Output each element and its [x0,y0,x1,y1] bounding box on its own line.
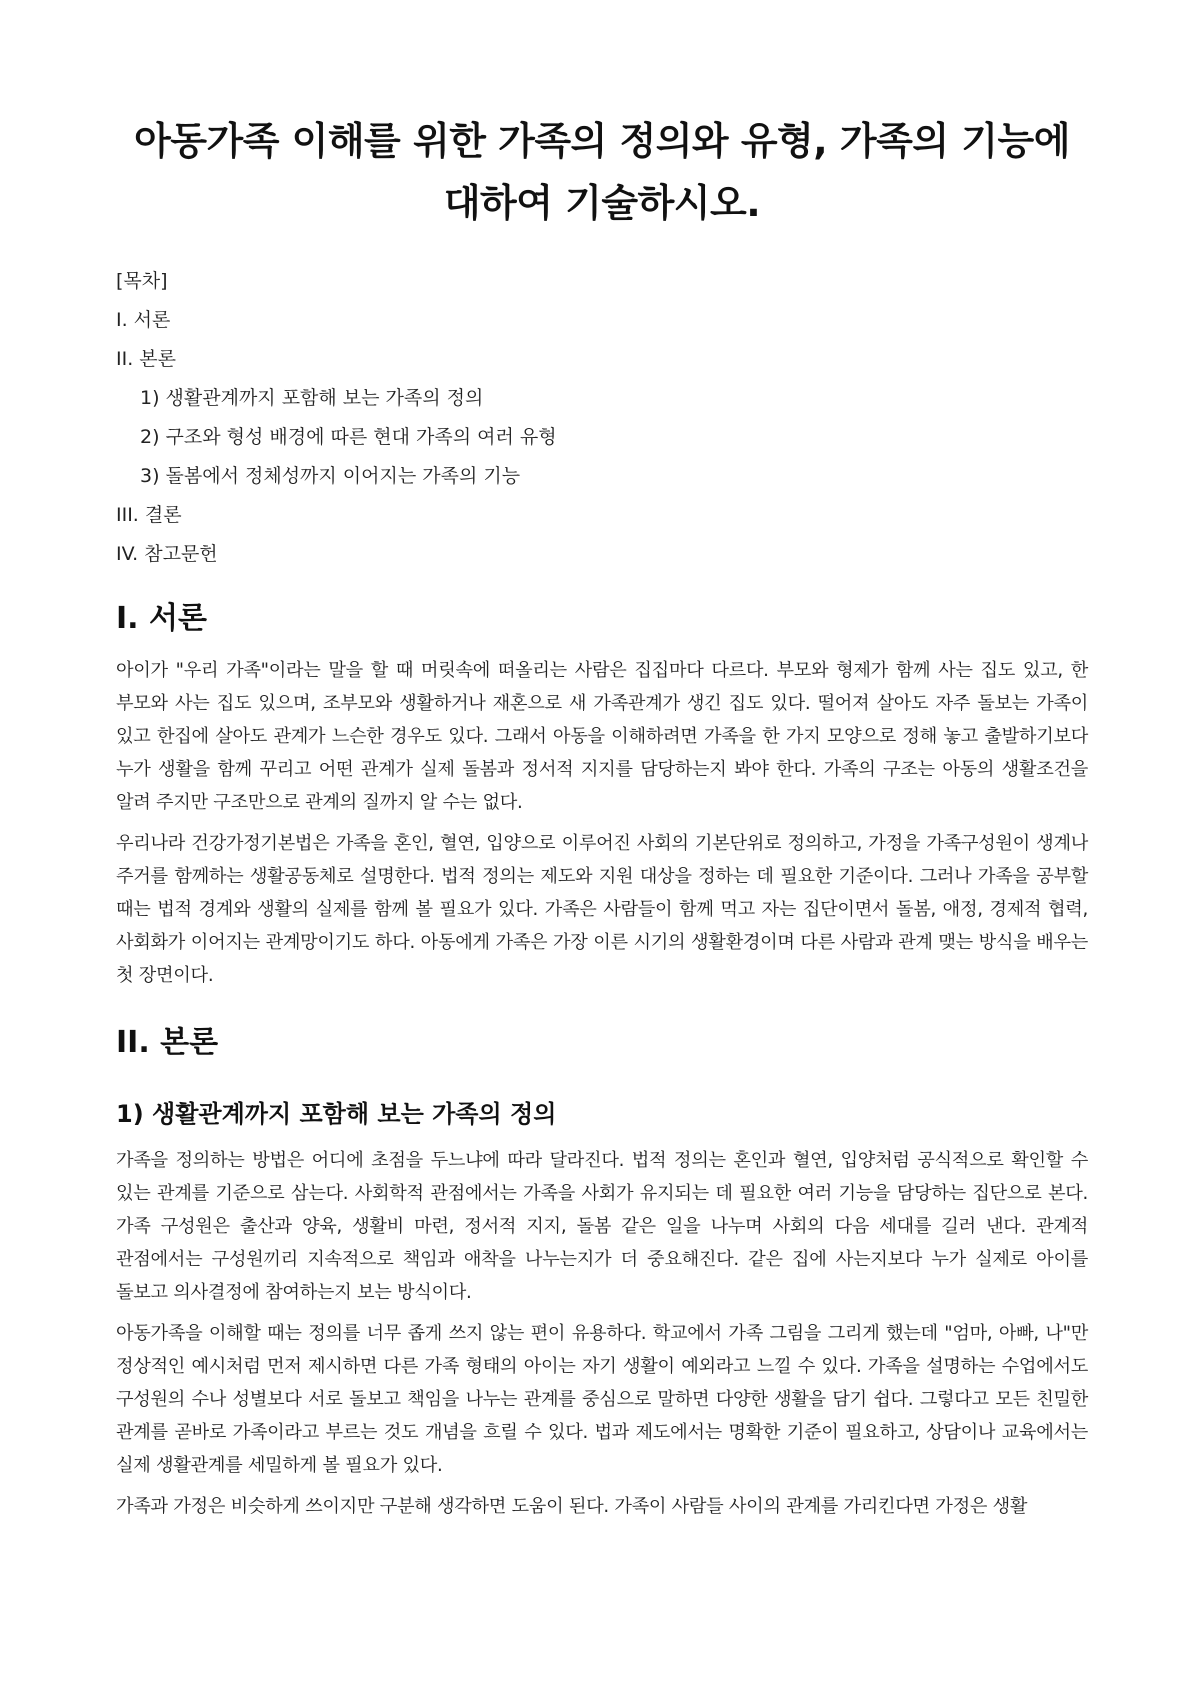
intro-paragraph: 아이가 "우리 가족"이라는 말을 할 때 머릿속에 떠올리는 사람은 집집마다 다르다. 부모와 형제가 함께 사는 집도 있고, 한 부모와 사는 집도 있으며, 조부모와 생활하거나 재혼으로 새 가족관계가 생긴 집도 있다. 떨어져 살아도 자주 돌보는 가족이 있고 한집에 살아도 관계가 느슨한 경우도 있다. 그래서 아동을 이해하려면 가족을 한 가지 모양으로 정해 놓고 출발하기보다 누가 생활을 함께 꾸리고 어떤 관계가 실제 돌봄과 정서적 지지를 담당하는지 봐야 한다. 가족의 구조는 아동의 생활조건을 알려 주지만 구조만으로 관계의 질까지 알 수는 없다. [116,660,1088,813]
toc-item-references: IV. 참고문헌 [116,543,218,565]
toc-item-intro: I. 서론 [116,309,171,331]
intro-heading: I. 서론 [116,601,207,636]
intro-paragraph: 우리나라 건강가정기본법은 가족을 혼인, 혈연, 입양으로 이루어진 사회의 기본단위로 정의하고, 가정을 가족구성원이 생계나 주거를 함께하는 생활공동체로 설명한다. 법적 정의는 제도와 지원 대상을 정하는 데 필요한 기준이다. 그러나 가족을 공부할 때는 법적 경계와 생활의 실제를 함께 볼 필요가 있다. 가족은 사람들이 함께 먹고 자는 집단이면서 돌봄, 애정, 경제적 협력, 사회화가 이어지는 관계망이기도 하다. 아동에게 가족은 가장 이른 시기의 생활환경이며 다른 사람과 관계 맺는 방식을 배우는 첫 장면이다. [116,833,1088,986]
toc-item-body-2: 2) 구조와 형성 배경에 따른 현대 가족의 여러 유형 [140,426,557,448]
section-paragraph: 아동가족을 이해할 때는 정의를 너무 좁게 쓰지 않는 편이 유용하다. 학교에서 가족 그림을 그리게 했는데 "엄마, 아빠, 나"만 정상적인 예시처럼 먼저 제시하면 다른 가족 형태의 아이는 자기 생활이 예외라고 느낄 수 있다. 가족을 설명하는 수업에서도 구성원의 수나 성별보다 서로 돌보고 책임을 나누는 관계를 중심으로 말하면 다양한 생활을 담기 쉽다. 그렇다고 모든 친밀한 관계를 곧바로 가족이라고 부르는 것도 개념을 흐릴 수 있다. 법과 제도에서는 명확한 기준이 필요하고, 상담이나 교육에서는 실제 생활관계를 세밀하게 볼 필요가 있다. [116,1323,1088,1476]
toc-item-body: II. 본론 [116,348,176,370]
toc-heading: [목차] [116,270,168,292]
table-of-contents [116,262,1088,574]
document-title: 아동가족 이해를 위한 가족의 정의와 유형, 가족의 기능에 대하여 기술하시오. [134,119,1070,225]
section-heading: 1) 생활관계까지 포함해 보는 가족의 정의 [116,1100,557,1128]
section-paragraph: 가족을 정의하는 방법은 어디에 초점을 두느냐에 따라 달라진다. 법적 정의는 혼인과 혈연, 입양처럼 공식적으로 확인할 수 있는 관계를 기준으로 삼는다. 사회학적 관점에서는 가족을 사회가 유지되는 데 필요한 여러 기능을 담당하는 집단으로 본다. 가족 구성원은 출산과 양육, 생활비 마련, 정서적 지지, 돌봄 같은 일을 나누며 사회의 다음 세대를 길러 낸다. 관계적 관점에서는 구성원끼리 지속적으로 책임과 애착을 나누는지가 더 중요해진다. 같은 집에 사는지보다 누가 실제로 아이를 돌보고 의사결정에 참여하는지 보는 방식이다. [116,1150,1088,1303]
toc-item-conclusion: III. 결론 [116,504,182,526]
body-heading: II. 본론 [116,1025,219,1060]
toc-item-body-1: 1) 생활관계까지 포함해 보는 가족의 정의 [140,387,484,409]
section-paragraph: 가족과 가정은 비슷하게 쓰이지만 구분해 생각하면 도움이 된다. 가족이 사람들 사이의 관계를 가리킨다면 가정은 생활 [116,1496,1028,1517]
toc-item-body-3: 3) 돌봄에서 정체성까지 이어지는 가족의 기능 [140,465,521,487]
